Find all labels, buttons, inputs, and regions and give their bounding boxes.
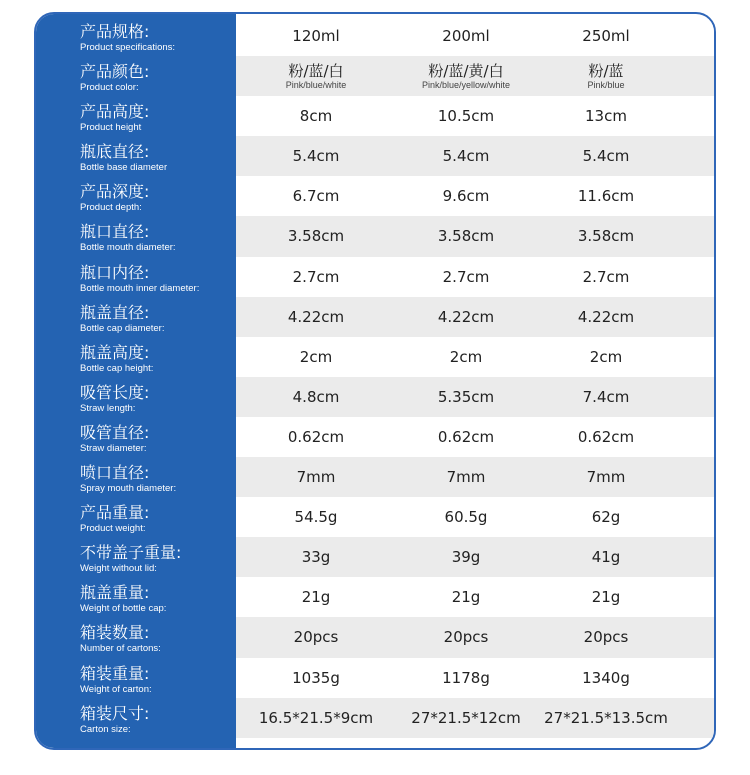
spec-label [80, 63, 236, 94]
spec-value: 粉/蓝/白 [288, 62, 344, 81]
spec-value-cell [391, 337, 541, 377]
spec-label [80, 424, 236, 455]
spec-value-cell [536, 16, 676, 56]
spec-value: 5.4cm [292, 147, 340, 166]
spec-label-english: Product weight: [80, 523, 146, 535]
spec-value-cell [391, 297, 541, 337]
spec-value: 41g [591, 548, 621, 567]
spec-label [80, 344, 236, 375]
spec-label-english: Spray mouth diameter: [80, 483, 177, 495]
spec-value-cell [246, 537, 386, 577]
spec-value-cell [246, 297, 386, 337]
spec-value-cell [246, 257, 386, 297]
spec-value: 4.8cm [292, 387, 340, 406]
spec-value: 5.4cm [442, 147, 490, 166]
spec-value: 27*21.5*12cm [411, 708, 521, 727]
spec-label-chinese: 箱装尺寸: [80, 703, 150, 723]
spec-value: 7mm [296, 468, 336, 487]
spec-label-english: Product depth: [80, 202, 142, 214]
spec-label-english: Product specifications: [80, 42, 176, 53]
spec-label [80, 143, 236, 174]
spec-value-cell [391, 176, 541, 216]
spec-label-english: Carton size: [80, 723, 131, 735]
spec-value-cell [536, 617, 676, 657]
spec-value-cell [536, 337, 676, 377]
spec-value: 21g [451, 588, 481, 607]
spec-table [36, 16, 714, 738]
spec-value-cell [536, 297, 676, 337]
spec-row [36, 537, 714, 577]
spec-value: 2.7cm [582, 267, 630, 286]
spec-value-cell [246, 16, 386, 56]
spec-value: 7.4cm [582, 387, 630, 406]
spec-label-chinese: 箱装重量: [80, 663, 150, 683]
spec-value-cell [536, 56, 676, 96]
spec-value: 60.5g [444, 508, 488, 527]
spec-value-cell [536, 417, 676, 457]
spec-value-cell [246, 457, 386, 497]
spec-value: 21g [591, 588, 621, 607]
spec-label-english: Weight without lid: [80, 563, 157, 575]
spec-label-english: Bottle mouth diameter: [80, 242, 176, 254]
spec-label [80, 464, 236, 495]
spec-value: 120ml [292, 27, 340, 45]
spec-row [36, 377, 714, 417]
spec-row [36, 96, 714, 136]
spec-label [80, 304, 236, 335]
spec-value-cell [391, 16, 541, 56]
spec-value-cell [246, 136, 386, 176]
spec-value: 62g [591, 508, 621, 527]
spec-label-english: Bottle cap height: [80, 362, 154, 374]
spec-label-english: Weight of bottle cap: [80, 603, 167, 615]
spec-value: 20pcs [583, 628, 629, 647]
spec-value-cell [536, 136, 676, 176]
spec-value-cell [246, 216, 386, 256]
spec-value: 粉/蓝/黄/白 [428, 62, 504, 81]
spec-label-english: Bottle mouth inner diameter: [80, 282, 200, 294]
spec-value-cell [536, 537, 676, 577]
spec-label-chinese: 瓶口直径: [80, 222, 150, 242]
spec-value-cell [391, 136, 541, 176]
spec-value-cell [246, 417, 386, 457]
spec-value: 2.7cm [442, 267, 490, 286]
spec-table-card [34, 12, 716, 750]
spec-value-english: Pink/blue/yellow/white [421, 80, 511, 91]
spec-label-chinese: 瓶盖高度: [80, 342, 150, 362]
spec-value: 7mm [586, 468, 626, 487]
spec-label-chinese: 不带盖子重量: [80, 543, 182, 563]
spec-value: 0.62cm [437, 427, 495, 446]
spec-label-chinese: 瓶底直径: [80, 142, 150, 162]
spec-value-cell [536, 658, 676, 698]
spec-row [36, 56, 714, 96]
spec-value: 1340g [582, 668, 630, 687]
spec-label-english: Product color: [80, 82, 139, 94]
spec-label-chinese: 产品重量: [80, 503, 150, 523]
spec-value: 9.6cm [442, 187, 490, 206]
spec-value: 4.22cm [577, 307, 635, 326]
spec-value-cell [391, 497, 541, 537]
spec-row [36, 577, 714, 617]
spec-value: 20pcs [443, 628, 489, 647]
spec-label-chinese: 箱装数量: [80, 623, 150, 643]
spec-value-cell [536, 216, 676, 256]
spec-label-english: Straw diameter: [80, 442, 147, 454]
spec-value-cell [391, 56, 541, 96]
spec-row [36, 497, 714, 537]
spec-label [80, 384, 236, 415]
spec-row [36, 617, 714, 657]
spec-row [36, 698, 714, 738]
spec-label-english: Number of cartons: [80, 643, 161, 655]
spec-value-cell [391, 417, 541, 457]
spec-label-chinese: 瓶盖重量: [80, 583, 150, 603]
spec-value: 4.22cm [437, 307, 495, 326]
spec-row [36, 457, 714, 497]
spec-value-cell [246, 617, 386, 657]
spec-value: 3.58cm [437, 227, 495, 246]
spec-row [36, 216, 714, 256]
spec-value-cell [536, 577, 676, 617]
spec-value: 粉/蓝 [588, 62, 624, 81]
spec-value: 54.5g [294, 508, 338, 527]
spec-value-cell [391, 698, 541, 738]
spec-value-cell [391, 577, 541, 617]
spec-row [36, 337, 714, 377]
spec-value: 7mm [446, 468, 486, 487]
spec-value-cell [536, 176, 676, 216]
spec-value: 0.62cm [287, 427, 345, 446]
spec-label-chinese: 喷口直径: [80, 463, 150, 483]
spec-value-cell [391, 457, 541, 497]
spec-row [36, 136, 714, 176]
spec-value-cell [536, 497, 676, 537]
spec-value: 21g [301, 588, 331, 607]
spec-value: 39g [451, 548, 481, 567]
spec-label-chinese: 产品深度: [80, 182, 150, 202]
spec-value-cell [246, 337, 386, 377]
spec-value-cell [391, 96, 541, 136]
spec-value: 20pcs [293, 628, 339, 647]
spec-label-chinese: 产品颜色: [80, 62, 150, 82]
spec-value-cell [391, 658, 541, 698]
spec-value: 27*21.5*13.5cm [544, 708, 668, 727]
spec-value-cell [246, 577, 386, 617]
spec-value: 11.6cm [577, 187, 635, 206]
spec-value-cell [246, 658, 386, 698]
spec-label [80, 584, 236, 615]
spec-value-cell [391, 257, 541, 297]
spec-label [80, 544, 236, 575]
spec-label-english: Straw length: [80, 402, 136, 414]
spec-label [80, 705, 236, 736]
spec-row [36, 257, 714, 297]
spec-row [36, 16, 714, 56]
spec-value-cell [246, 96, 386, 136]
spec-value-cell [391, 537, 541, 577]
spec-label-chinese: 瓶盖直径: [80, 302, 150, 322]
spec-label [80, 183, 236, 214]
spec-value: 1178g [442, 668, 490, 687]
spec-label [80, 504, 236, 535]
spec-label [80, 223, 236, 254]
spec-value-cell [391, 377, 541, 417]
spec-value: 5.4cm [582, 147, 630, 166]
spec-row [36, 297, 714, 337]
spec-value-cell [246, 497, 386, 537]
spec-value-cell [536, 698, 676, 738]
spec-value-cell [536, 377, 676, 417]
spec-value-cell [391, 617, 541, 657]
spec-value: 0.62cm [577, 427, 635, 446]
spec-row [36, 176, 714, 216]
spec-value: 16.5*21.5*9cm [258, 708, 374, 727]
spec-value-english: Pink/blue/white [285, 80, 347, 91]
spec-value: 200ml [442, 27, 490, 45]
spec-label-chinese: 吸管长度: [80, 382, 150, 402]
spec-label-english: Weight of carton: [80, 683, 152, 695]
spec-value-cell [536, 96, 676, 136]
spec-label-chinese: 产品高度: [80, 102, 150, 122]
spec-label [80, 665, 236, 696]
spec-value: 4.22cm [287, 307, 345, 326]
spec-value-cell [391, 216, 541, 256]
spec-label [80, 624, 236, 655]
spec-value-cell [536, 457, 676, 497]
spec-value-english: Pink/blue [587, 80, 625, 91]
spec-value: 8cm [299, 107, 333, 126]
spec-label [80, 103, 236, 134]
spec-value-cell [536, 257, 676, 297]
spec-label-english: Bottle cap diameter: [80, 322, 165, 334]
spec-label-chinese: 吸管直径: [80, 422, 150, 442]
spec-value: 2cm [449, 347, 483, 366]
spec-value: 250ml [582, 27, 630, 45]
spec-value: 1035g [292, 668, 340, 687]
spec-value: 10.5cm [437, 107, 495, 126]
spec-value-cell [246, 377, 386, 417]
spec-row [36, 417, 714, 457]
spec-label [80, 23, 236, 54]
spec-value: 33g [301, 548, 331, 567]
spec-value-cell [246, 56, 386, 96]
spec-label-english: Bottle base diameter [80, 162, 168, 174]
spec-value-cell [246, 698, 386, 738]
spec-label-chinese: 瓶口内径: [80, 262, 150, 282]
spec-label-english: Product height [80, 122, 142, 134]
spec-value: 5.35cm [437, 387, 495, 406]
spec-value: 2cm [299, 347, 333, 366]
spec-value: 3.58cm [577, 227, 635, 246]
spec-value: 6.7cm [292, 187, 340, 206]
spec-value: 13cm [585, 107, 627, 126]
spec-value-cell [246, 176, 386, 216]
spec-row [36, 658, 714, 698]
spec-value: 2cm [589, 347, 623, 366]
spec-value: 2.7cm [292, 267, 340, 286]
spec-label [80, 264, 236, 295]
spec-value: 3.58cm [287, 227, 345, 246]
spec-label-chinese: 产品规格: [80, 22, 150, 41]
